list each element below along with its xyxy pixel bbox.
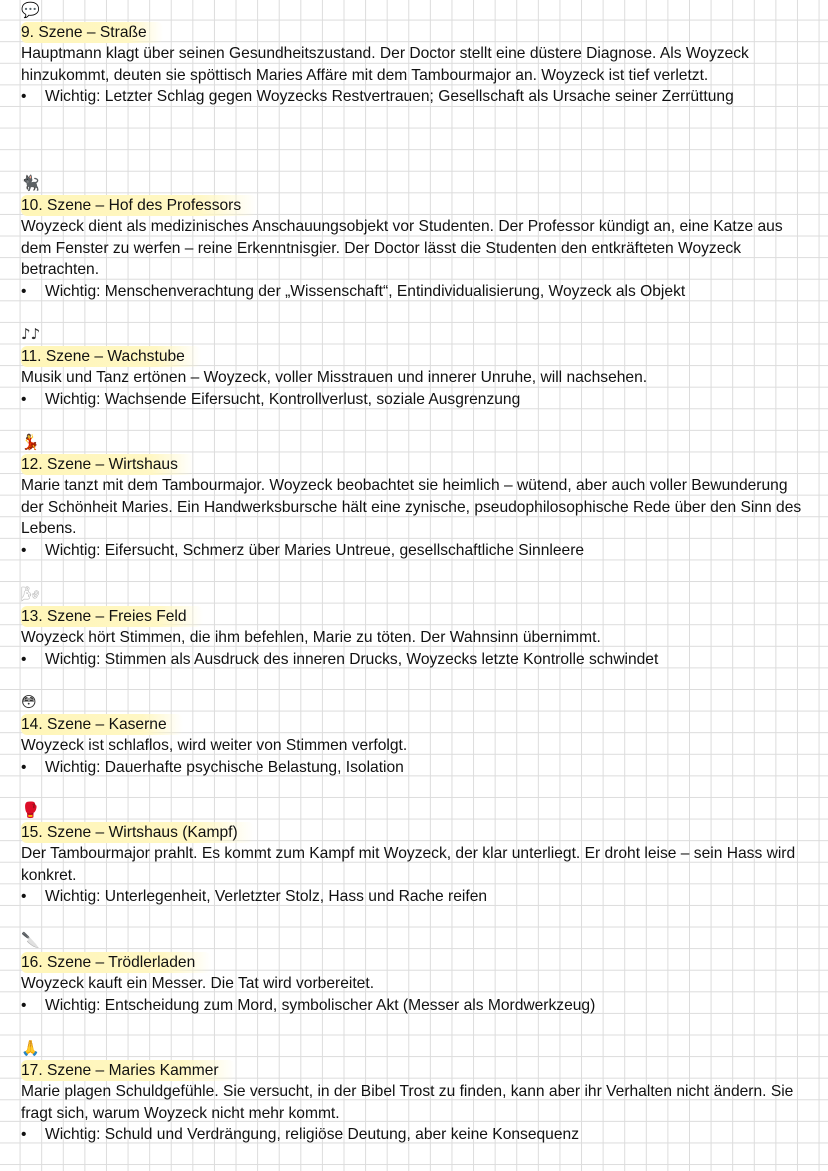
scene-11: [21, 324, 811, 410]
scene-bullet: [21, 1124, 811, 1146]
scene-bullet: [21, 995, 811, 1017]
scene-summary: Woyzeck ist schlaflos, wird weiter von Stimmen verfolgt.: [21, 737, 408, 755]
scene-heading: 13. Szene – Freies Feld: [21, 606, 203, 628]
bullet-text: Wichtig: Dauerhafte psychische Belastung, Isolation: [45, 758, 404, 776]
scene-summary: Marie tanzt mit dem Tambourmajor. Woyzeck beobachtet sie heimlich – wütend, aber auch voller Bewunderung der Schönheit Maries. Ein Handwerksbursche hält eine zynische, pseudophilosophische Rede über den Sinn des Lebens.: [21, 477, 802, 538]
scene-summary: Marie plagen Schuldgefühle. Sie versucht, in der Bibel Trost zu finden, kann aber ihr Verhalten nicht ändern. Sie fragt sich, warum Woyzeck nicht mehr kommt.: [21, 1083, 794, 1122]
sleepless-face-icon: 😳: [21, 693, 37, 711]
bullet-text: Wichtig: Wachsende Eifersucht, Kontrollverlust, soziale Ausgrenzung: [45, 390, 521, 408]
scene-summary: Der Tambourmajor prahlt. Es kommt zum Kampf mit Woyzeck, der klar unterliegt. Er droht leise – sein Hass wird konkret.: [21, 845, 796, 884]
scene-17: [21, 1038, 811, 1146]
bullet-dot: •: [21, 996, 27, 1014]
bullet-dot: •: [21, 650, 27, 668]
knife-icon: 🔪: [21, 931, 40, 949]
bullet-dot: •: [21, 1126, 27, 1144]
scene-summary: Woyzeck hört Stimmen, die ihm befehlen, Marie zu töten. Der Wahnsinn übernimmt.: [21, 629, 601, 647]
scene-summary: Musik und Tanz ertönen – Woyzeck, voller Misstrauen und innerer Unruhe, will nachsehen.: [21, 369, 648, 387]
bullet-dot: •: [21, 758, 27, 776]
bullet-text: Wichtig: Stimmen als Ausdruck des inneren Drucks, Woyzecks letzte Kontrolle schwindet: [45, 650, 659, 668]
scene-bullet: [21, 886, 811, 908]
bullet-dot: •: [21, 390, 27, 408]
scene-14: [21, 692, 811, 778]
scene-heading: 14. Szene – Kaserne: [21, 714, 183, 736]
cat-icon: 🐈‍⬛: [21, 174, 40, 192]
wind-icon: 🌬: [21, 585, 41, 603]
scene-heading: 9. Szene – Straße: [21, 22, 163, 44]
bullet-dot: •: [21, 541, 27, 559]
bullet-text: Wichtig: Entscheidung zum Mord, symbolischer Akt (Messer als Mordwerkzeug): [45, 996, 596, 1014]
scene-13: [21, 584, 811, 670]
dancer-icon: 💃: [21, 433, 40, 451]
scene-heading: 17. Szene – Maries Kammer: [21, 1060, 235, 1082]
scene-bullet: [21, 757, 811, 779]
scene-bullet: [21, 86, 811, 108]
scene-summary: Woyzeck kauft ein Messer. Die Tat wird vorbereitet.: [21, 975, 375, 993]
scene-heading: 15. Szene – Wirtshaus (Kampf): [21, 822, 254, 844]
scene-heading: 16. Szene – Trödlerladen: [21, 952, 211, 974]
bullet-text: Wichtig: Schuld und Verdrängung, religiöse Deutung, aber keine Konsequenz: [45, 1126, 580, 1144]
bullet-dot: •: [21, 888, 27, 906]
scene-heading: 12. Szene – Wirtshaus: [21, 454, 194, 476]
bullet-text: Wichtig: Letzter Schlag gegen Woyzecks Restvertrauen; Gesellschaft als Ursache seiner Zerrüttung: [45, 88, 734, 106]
bullet-text: Wichtig: Menschenverachtung der „Wissenschaft“, Entindividualisierung, Woyzeck als Objekt: [45, 282, 686, 300]
scene-bullet: [21, 389, 811, 411]
scene-heading: 10. Szene – Hof des Professors: [21, 195, 257, 217]
praying-hands-icon: 🙏: [21, 1039, 40, 1057]
bullet-dot: •: [21, 88, 27, 106]
scene-bullet: [21, 540, 811, 562]
music-notes-icon: ♪♪: [21, 325, 41, 343]
scene-summary: Hauptmann klagt über seinen Gesundheitszustand. Der Doctor stellt eine düstere Diagnose. Als Woyzeck hinzukommt, deuten sie spöttisch Maries Affäre mit dem Tambourmajor an. Woyzeck ist tief verletzt.: [21, 45, 749, 84]
speech-bubble-icon: 💬: [21, 1, 40, 19]
boxing-glove-icon: 🥊: [21, 801, 40, 819]
scene-bullet: [21, 649, 811, 671]
scene-9: [21, 0, 811, 108]
scene-bullet: [21, 281, 811, 303]
scene-16: [21, 930, 811, 1016]
scene-12: [21, 432, 811, 562]
bullet-text: Wichtig: Eifersucht, Schmerz über Maries Untreue, gesellschaftliche Sinnleere: [45, 541, 585, 559]
scene-heading: 11. Szene – Wachstube: [21, 346, 201, 368]
bullet-text: Wichtig: Unterlegenheit, Verletzter Stolz, Hass und Rache reifen: [45, 888, 488, 906]
scene-10: [21, 173, 811, 303]
scene-15: [21, 800, 811, 908]
bullet-dot: •: [21, 282, 27, 300]
scene-summary: Woyzeck dient als medizinisches Anschauungsobjekt vor Studenten. Der Professor kündigt an, eine Katze aus dem Fenster zu werfen – reine Erkenntnisgier. Der Doctor lässt die Studenten den entkräfteten Woyzeck betrachten.: [21, 218, 783, 279]
